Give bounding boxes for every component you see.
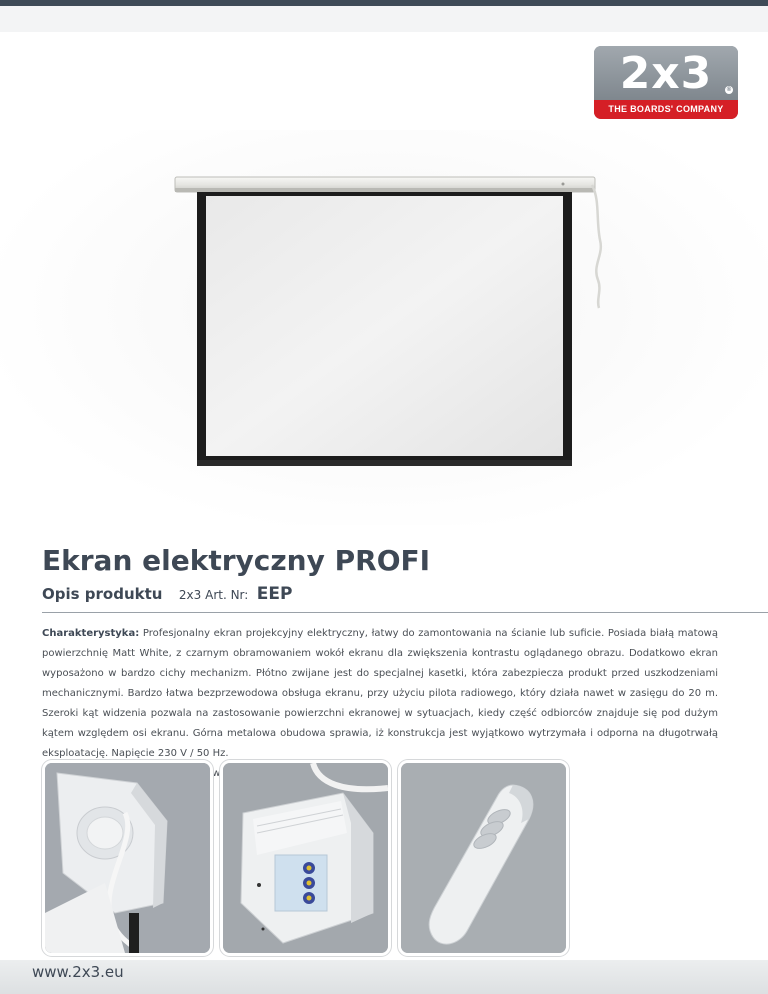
features-paragraph	[42, 624, 718, 764]
logo-text: 2x3	[619, 48, 713, 99]
power-cable	[592, 185, 601, 308]
product-subheader	[42, 584, 768, 613]
art-number-value: EEP	[256, 584, 293, 604]
screen-fabric	[206, 196, 563, 456]
section-label: Opis produktu	[42, 585, 163, 603]
features-label: Charakterystyka:	[42, 628, 140, 639]
logo-tagline: THE BOARDS' COMPANY	[594, 100, 738, 119]
footer-url: www.2x3.eu	[32, 963, 124, 981]
screen-bracket-photo	[42, 760, 213, 956]
features-text: Profesjonalny ekran projekcyjny elektryczny, łatwy do zamontowania na ścianie lub suficie. Posiada białą matową powierzchnię Matt White, z czarnym obramowaniem wokół ekranu dla zwiększenia kontrastu oglądanego obrazu. Dodatkowo ekran wyposażono w bardzo cichy mechanizm. Płótno zwijane jest do specjalnej kasetki, która zabezpiecza produkt przed uszkodzeniami mechanicznymi. Bardzo łatwa bezprzewodowa obsługa ekranu, przy użyciu pilota radiowego, który działa nawet w zasięgu do 20 m. Szeroki kąt widzenia pozwala na zastosowanie powierzchni ekranowej w sytuacjach, kiedy część odbiorców znajduje się pod dużym kątem względem osi ekranu. Górna metalowa obudowa sprawia, iż konstrukcja jest wyjątkowo wytrzymała i odporna na długotrwałą eksploatację. Napięcie 230 V / 50 Hz.	[42, 628, 718, 759]
control-box-photo	[220, 760, 391, 956]
registered-mark-icon: ®	[726, 86, 732, 93]
screen-bottom-bar	[197, 460, 572, 466]
included-text: sterowania,	[186, 768, 246, 779]
top-band	[0, 6, 768, 32]
remote-control-photo	[398, 760, 569, 956]
product-hero-image	[0, 130, 768, 525]
projection-screen-image	[0, 130, 768, 525]
art-number-label: 2x3 Art. Nr:	[178, 588, 249, 602]
product-title: Ekran elektryczny PROFI	[42, 544, 431, 577]
case-screw-icon	[562, 183, 565, 186]
screen-case-shadow	[175, 188, 595, 192]
brand-logo	[594, 46, 738, 119]
